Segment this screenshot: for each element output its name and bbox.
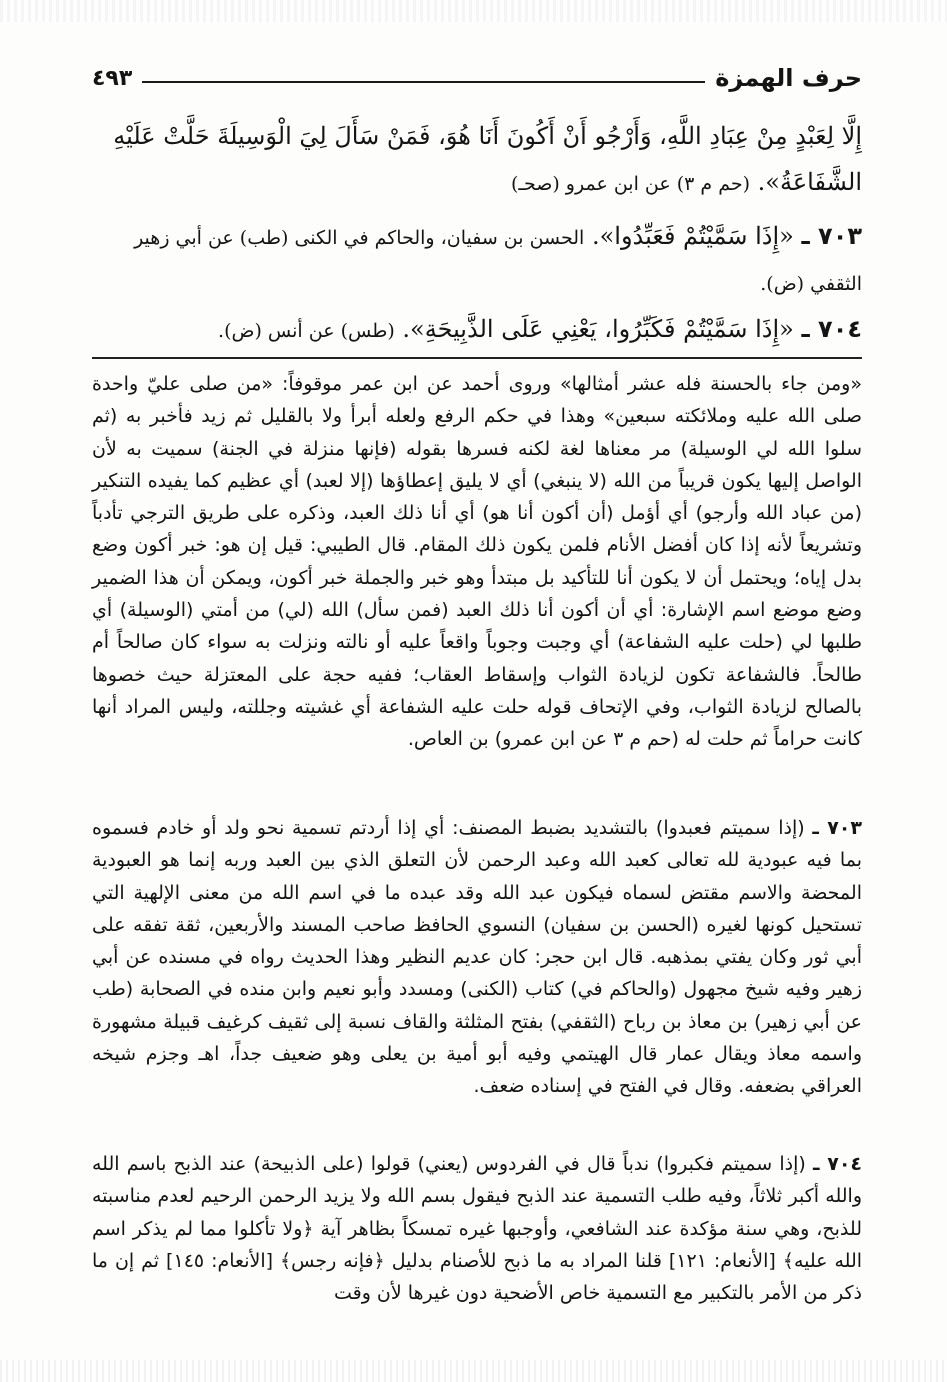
- chapter-title: حرف الهمزة: [715, 64, 862, 92]
- hadith-703-number: ٧٠٣ ـ: [801, 222, 862, 250]
- commentary-702: [92, 368, 862, 756]
- hadith-703-reference-continued: الثقفي (ض).: [760, 273, 862, 295]
- scan-edge-top: [0, 0, 947, 22]
- commentary-704: [92, 1148, 862, 1309]
- commentary-703-number: ٧٠٣ ـ: [812, 817, 862, 839]
- page-number: ٤٩٣: [92, 65, 133, 91]
- section-divider: [92, 357, 862, 359]
- commentary-703: [92, 812, 862, 1103]
- header-rule: [142, 81, 705, 83]
- commentary-703-text: (إذا سميتم فعبدوا) بالتشديد بضبط المصنف: أي إذا أردتم تسمية نحو ولد أو خادم فسموه بما فيه عبودية لله تعالى كعبد الله وعبد الرحمن لأن التعلق الذي بين العبد وربه إنما هو العبودية المحضة والاسم مقتض لسماه فيكون عبد الله وقد عبده ما في اسم الله من معنى الإلهية التي تستحيل كونها لغيره (الحسن بن سفيان) النسوي الحافظ صاحب المسند والأربعين، ثقة تفقه على أبي ثور وكان يفتي بمذهبه. قال ابن حجر: كان عديم النظير وهذا الحديث رواه في مسنده عن أبي زهير وفيه شيخ مجهول (والحاكم في) كتاب (الكنى) ومسدد وأبو نعيم وابن منده في الصحابة (طب عن أبي زهير) بن معاذ بن رباح (الثقفي) بفتح المثلثة والقاف نسبة إلى ثقيف كرغيف قبيلة مشهورة واسمه معاذ ويقال عمار قال الهيتمي وفيه أبو أمية بن يعلى وهو ضعيف جداً، اهـ وجزم شيخه العراقي بضعفه. وقال في الفتح في إسناده ضعف.: [92, 817, 862, 1098]
- hadith-continuation-reference: (حم م ٣) عن ابن عمرو (صحـ): [510, 173, 751, 195]
- commentary-704-text: (إذا سميتم فكبروا) ندباً قال في الفردوس (يعني) قولوا (على الذبيحة) عند الذبح باسم الله والله أكبر ثلاثاً، وفيه طلب التسمية عند الذبح فيقول بسم الله ولا يزيد الرحمن الرحيم لعدم مناسبته للذبح، وهي سنة مؤكدة عند الشافعي، وأوجبها غيره تمسكاً بظاهر آية ﴿ولا تأكلوا مما لم يذكر اسم الله عليه﴾ [الأنعام: ١٢١] قلنا المراد به ما ذبح للأصنام بدليل ﴿فإنه رجس﴾ [الأنعام: ١٤٥] ثم إن ما ذكر من الأمر بالتكبير مع التسمية خاص الأضحية دون غيرها لأن وقت: [92, 1153, 863, 1305]
- hadith-704-number: ٧٠٤ ـ: [801, 315, 862, 343]
- hadith-704-text: «إِذَا سَمَّيْتُمْ فَكَبِّرُوا، يَعْنِي عَلَى الذَّبِيحَةِ».: [402, 315, 794, 343]
- hadith-703-reference: الحسن بن سفيان، والحاكم في الكنى (طب) عن أبي زهير: [134, 227, 585, 249]
- hadith-703: [92, 213, 862, 261]
- running-header: [92, 58, 862, 98]
- commentary-704-number: ٧٠٤ ـ: [812, 1153, 863, 1175]
- hadith-704-reference: (طس) عن أنس (ض).: [218, 320, 395, 342]
- hadith-continuation-line-1: إِلَّا لِعَبْدٍ مِنْ عِبَادِ اللَّهِ، وَأَرْجُو أَنْ أَكُونَ أَنَا هُوَ، فَمَنْ سَأَلَ لِيَ الْوَسِيلَةَ حَلَّتْ عَلَيْهِ: [113, 122, 862, 150]
- commentary-702-text: «ومن جاء بالحسنة فله عشر أمثالها» وروى أحمد عن ابن عمر موقوفاً: «من صلى عليّ واحدة صلى الله عليه وملائكته سبعين» وهذا في حكم الرفع ولعله أبرأ ولا بالقليل ثم زيد فأخبر به (ثم سلوا الله لي الوسيلة) مر معناها لغة لكنه فسرها بقوله (فإنها منزلة في الجنة) سميت به لأن الواصل إليها يكون قريباً من الله (لا ينبغي) أي لا يليق إعطاؤها (إلا لعبد) أي عظيم كما يفيده التنكير (من عباد الله وأرجو) أي أؤمل (أن أكون أنا هو) أي أنا ذلك العبد، وذكره على طريق الترجي تأدباً وتشريعاً لأنه إذا كان أفضل الأنام فلمن يكون ذلك المقام. قال الطيبي: قيل إن هو: خبر أكون وضع بدل إياه؛ ويحتمل أن لا يكون أنا للتأكيد بل مبتدأ وهو خبر والجملة خبر أكون، ويمكن أن هذا الضمير وضع موضع اسم الإشارة: أي أن أكون أنا ذلك العبد (فمن سأل) الله (لي) من أمتي (الوسيلة) أي طلبها لي (حلت عليه الشفاعة) أي وجبت وجوباً واقعاً عليه أو نالته ونزلت به سواء كان صالحاً أم طالحاً. فالشفاعة تكون لزيادة الثواب وإسقاط العقاب؛ ففيه حجة على المعتزلة حيث خصوها بالصالح لزيادة الثواب، وفي الإتحاف قوله حلت عليه الشفاعة أي غشيته وجللته، وليس المراد أنها كانت حراماً ثم حلت له (حم م ٣ عن ابن عمرو) بن العاص.: [92, 373, 862, 751]
- scan-edge-bottom: [0, 1360, 947, 1382]
- hadith-704: [92, 306, 862, 354]
- hadith-703-text: «إِذَا سَمَّيْتُمْ فَعَبِّدُوا».: [591, 222, 794, 250]
- hadith-continuation-line-2: الشَّفَاعَةُ». (حم م ٣) عن ابن عمرو (صحـ): [510, 168, 862, 196]
